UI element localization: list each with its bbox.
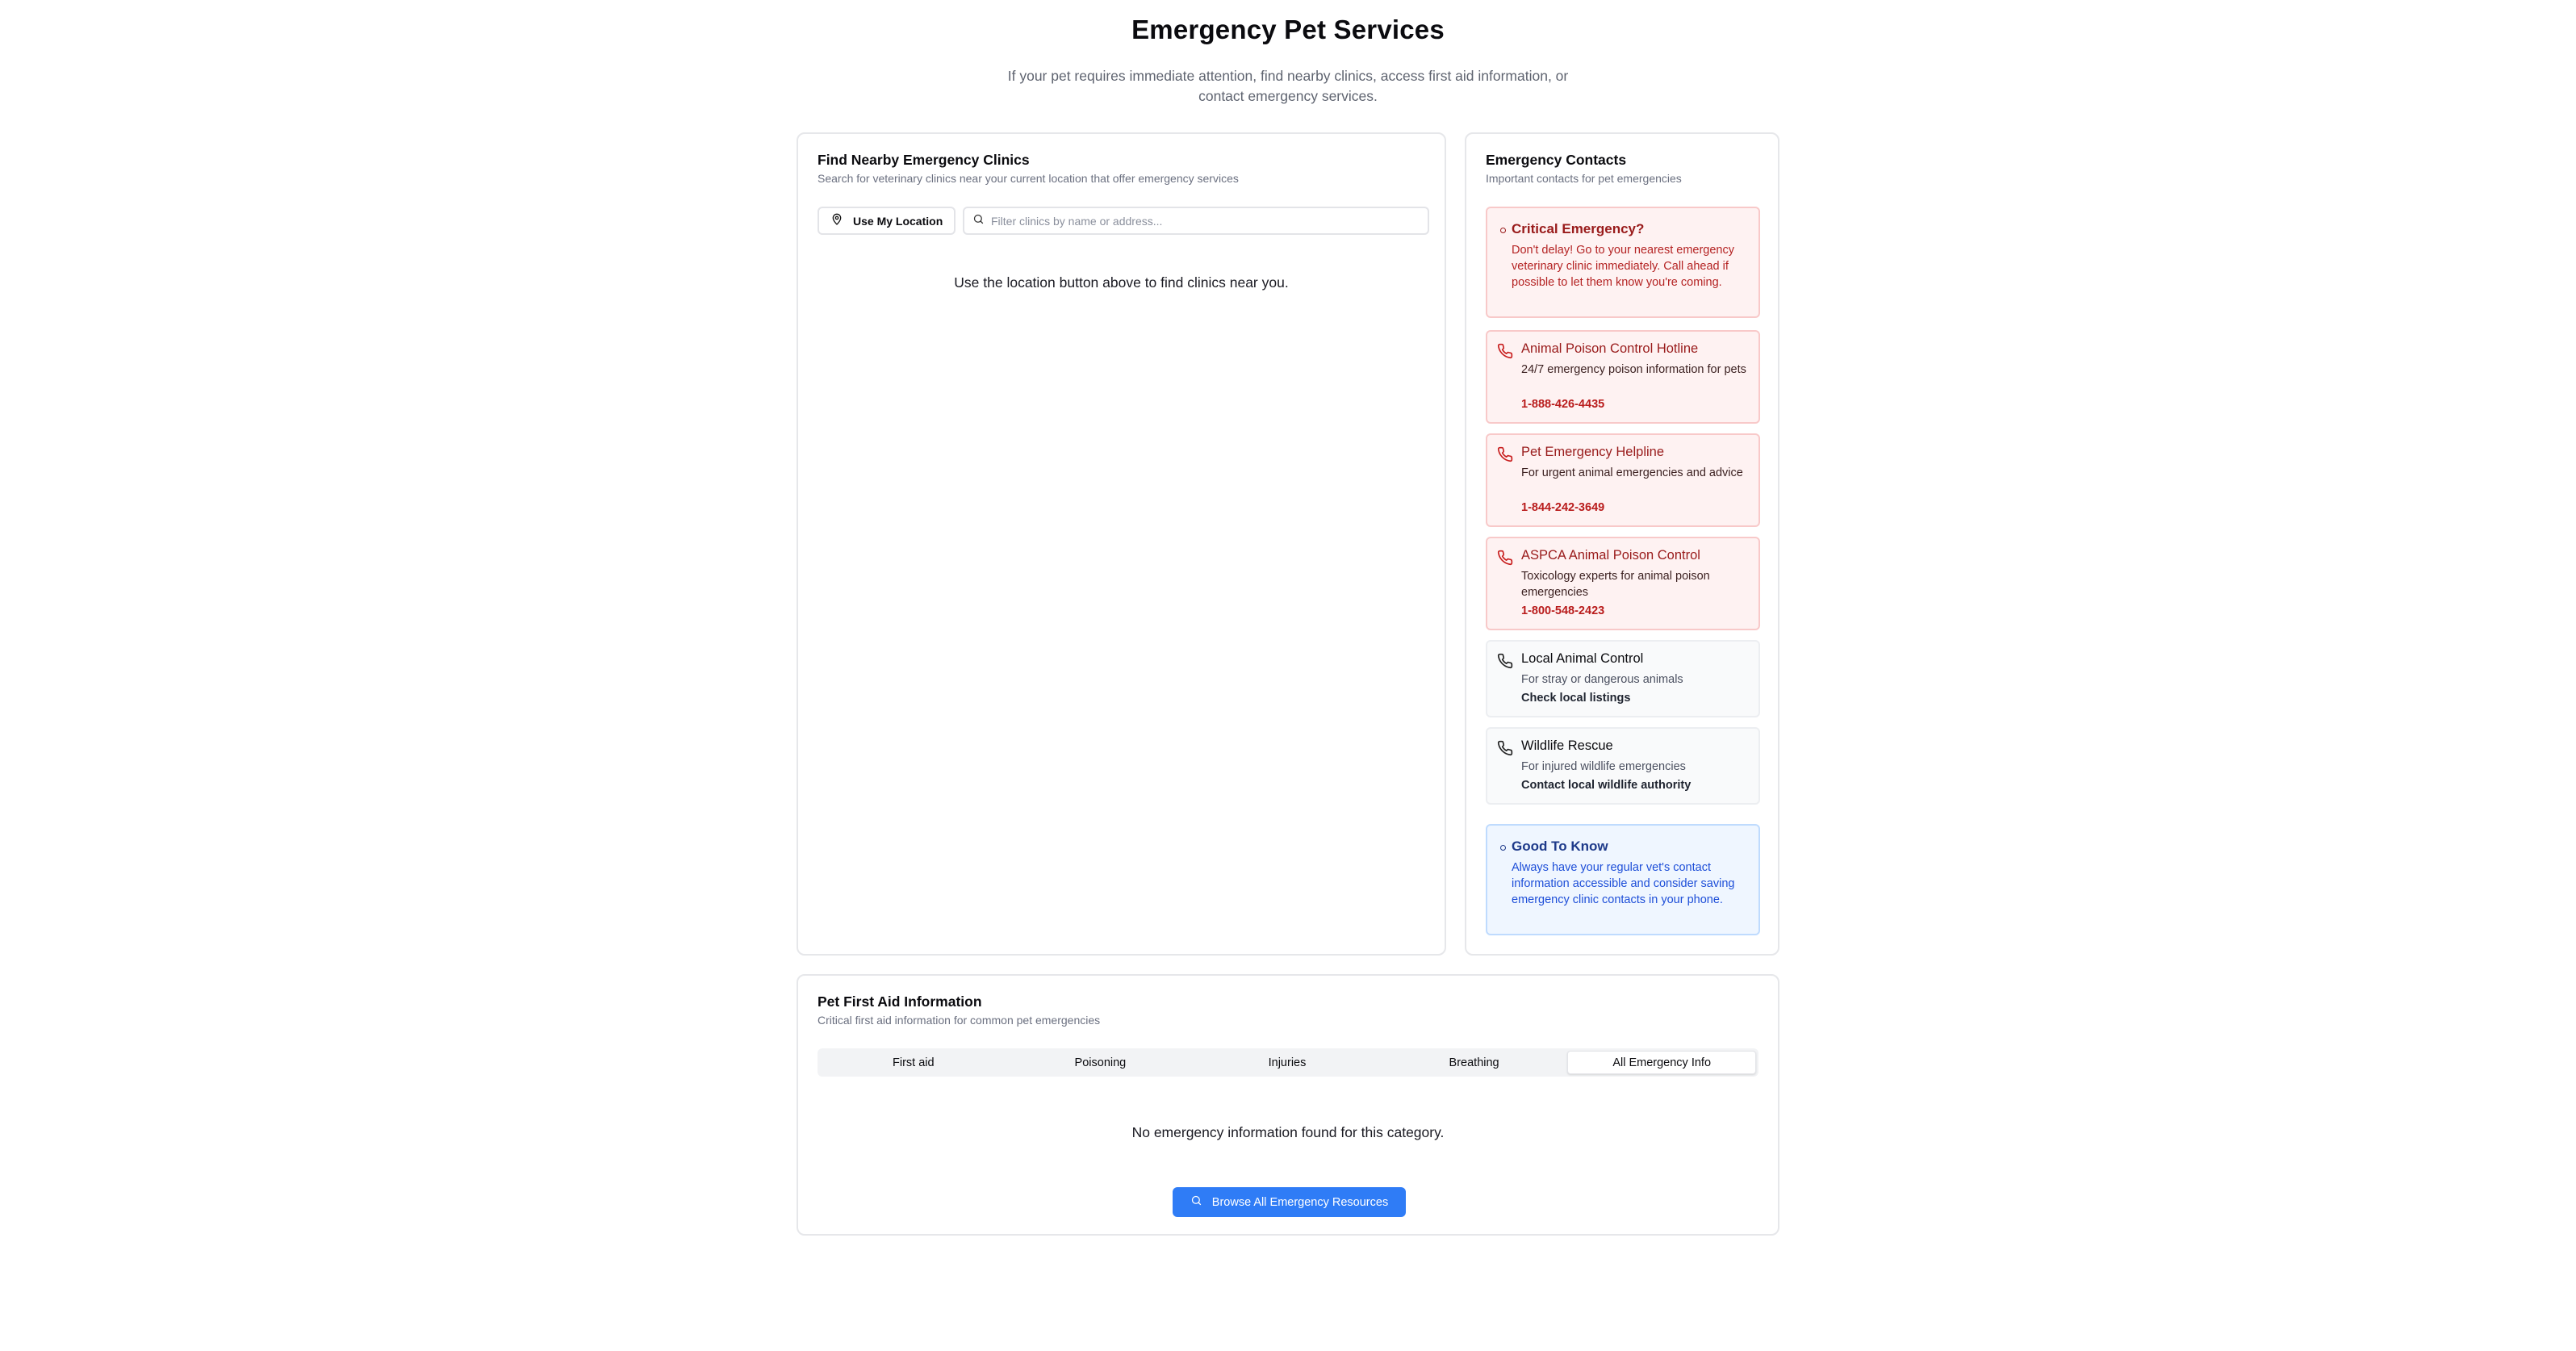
contact-phone[interactable]: 1-888-426-4435 <box>1521 398 1605 411</box>
contact-phone[interactable]: Contact local wildlife authority <box>1521 779 1692 792</box>
contact-title: Animal Poison Control Hotline <box>1521 341 1699 356</box>
contact-title: Pet Emergency Helpline <box>1521 445 1665 459</box>
clinics-empty-message: Use the location button above to find clinics near you. <box>954 274 1289 291</box>
critical-alert-title: Critical Emergency? <box>1512 221 1645 236</box>
contact-phone[interactable]: Check local listings <box>1521 692 1631 705</box>
contact-description: For stray or dangerous animals <box>1521 673 1683 686</box>
tab-all-emergency-info[interactable]: All Emergency Info <box>1567 1051 1756 1074</box>
contact-phone[interactable]: 1-800-548-2423 <box>1521 604 1605 617</box>
first-aid-title: Pet First Aid Information <box>818 993 982 1010</box>
info-circle-icon <box>1500 845 1506 851</box>
clinic-search-input[interactable] <box>991 215 1427 228</box>
search-icon <box>972 213 985 229</box>
first-aid-card <box>797 974 1779 1236</box>
info-alert-title: Good To Know <box>1512 839 1608 854</box>
search-icon <box>1190 1194 1202 1210</box>
phone-icon <box>1497 343 1513 359</box>
browse-all-resources-label: Browse All Emergency Resources <box>1211 1195 1389 1209</box>
tab-injuries[interactable]: Injuries <box>1268 1056 1307 1069</box>
use-my-location-button[interactable] <box>818 207 956 235</box>
contact-description: For urgent animal emergencies and advice <box>1521 466 1743 479</box>
alert-circle-icon <box>1500 228 1506 233</box>
phone-icon <box>1497 446 1513 462</box>
clinic-search-box <box>963 207 1429 235</box>
contacts-card <box>1465 132 1779 956</box>
contact-item-animal-control[interactable] <box>1486 640 1760 717</box>
tab-poisoning[interactable]: Poisoning <box>1074 1056 1127 1069</box>
contact-item-wildlife-rescue[interactable] <box>1486 727 1760 805</box>
tab-breathing[interactable]: Breathing <box>1449 1056 1499 1069</box>
page-subtitle: If your pet requires immediate attention, find nearby clinics, access first aid information, or contact emergency services. <box>1007 68 1569 104</box>
page-title: Emergency Pet Services <box>1131 15 1445 44</box>
critical-alert-text: Don't delay! Go to your nearest emergency veterinary clinic immediately. Call ahead if possible to let them know you're coming. <box>1512 244 1734 289</box>
critical-emergency-alert <box>1486 207 1760 318</box>
contact-title: Wildlife Rescue <box>1521 738 1613 753</box>
browse-all-resources-button[interactable] <box>1173 1187 1406 1217</box>
contacts-title: Emergency Contacts <box>1486 152 1627 168</box>
contact-title: ASPCA Animal Poison Control <box>1521 548 1700 563</box>
info-alert-text: Always have your regular vet's contact information accessible and consider saving emergency clinic contacts in your phone. <box>1512 861 1735 906</box>
clinics-description: Search for veterinary clinics near your current location that offer emergency services <box>818 172 1239 185</box>
contact-phone[interactable]: 1-844-242-3649 <box>1521 501 1605 514</box>
first-aid-tabs <box>818 1048 1758 1077</box>
phone-icon <box>1497 550 1513 566</box>
contact-description: 24/7 emergency poison information for pets <box>1521 363 1746 376</box>
phone-icon <box>1497 740 1513 756</box>
contact-title: Local Animal Control <box>1521 651 1644 666</box>
clinics-card <box>797 132 1446 956</box>
tab-first-aid[interactable]: First aid <box>893 1056 935 1069</box>
first-aid-empty-message: No emergency information found for this category. <box>1131 1124 1445 1140</box>
contact-item-aspca[interactable] <box>1486 537 1760 630</box>
contact-description: For injured wildlife emergencies <box>1521 760 1686 773</box>
contact-description: Toxicology experts for animal poison emergencies <box>1521 570 1710 599</box>
contact-item-pet-helpline[interactable] <box>1486 433 1760 527</box>
contacts-description: Important contacts for pet emergencies <box>1486 172 1682 185</box>
contact-item-poison-hotline[interactable] <box>1486 330 1760 424</box>
clinics-title: Find Nearby Emergency Clinics <box>818 152 1030 168</box>
good-to-know-alert <box>1486 824 1760 935</box>
map-pin-icon <box>830 213 843 228</box>
use-my-location-label: Use My Location <box>853 214 943 228</box>
phone-icon <box>1497 653 1513 669</box>
first-aid-description: Critical first aid information for common pet emergencies <box>818 1014 1101 1027</box>
